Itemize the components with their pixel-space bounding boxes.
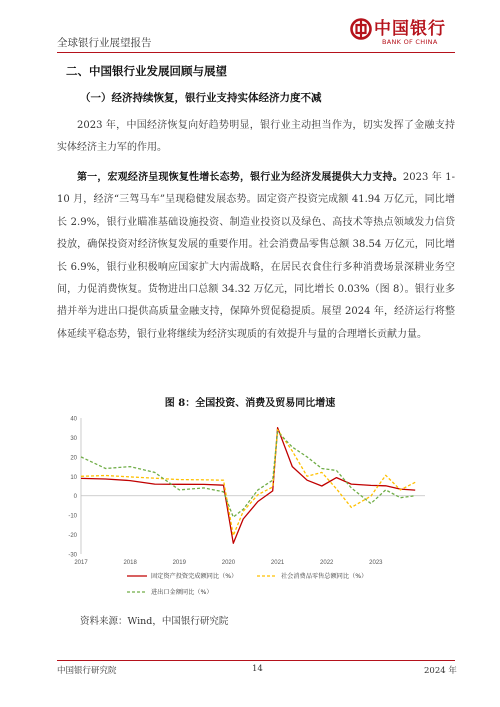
- figure-title: 图 8：全国投资、消费及贸易同比增速: [164, 398, 336, 409]
- header-title: 全球银行业展望报告: [57, 37, 152, 49]
- series-line-2: [81, 430, 415, 536]
- y-tick-label: 40: [70, 416, 77, 423]
- y-tick-label: 30: [70, 435, 77, 442]
- x-tick-label: 2021: [270, 560, 285, 566]
- bank-logo: [350, 14, 460, 48]
- bank-of-china-logo-icon: [350, 18, 372, 40]
- y-tick-label: 20: [70, 455, 77, 462]
- y-tick-label: 0: [73, 494, 77, 501]
- footer-divider: [57, 660, 455, 661]
- x-tick-label: 2017: [74, 560, 88, 566]
- paragraph-lead: 第一，宏观经济呈现恢复性增长态势，银行业为经济发展提供大力支持。: [77, 172, 403, 183]
- header-divider: [57, 52, 455, 53]
- x-tick-label: 2019: [172, 560, 186, 566]
- section-heading: 二、中国银行业发展回顾与展望: [66, 64, 227, 78]
- growth-line-chart: [57, 410, 455, 608]
- series-line-1: [81, 428, 415, 544]
- y-tick-label: -30: [68, 552, 77, 559]
- x-tick-label: 2020: [221, 560, 236, 566]
- paragraph-body: 2023 年 1-10 月，经济“三驾马车”呈现稳健发展态势。固定资产投资完成额 41.94 万亿元，同比增长 2.9%，银行业瞄准基础设施投资、制造业投资以及绿色、高技术等热点领域发力信贷投放，确保投资对经济恢复发展的重要作用。社会消费品零售总额 38.54 万亿元，同比增长 6.9%，银行业积极响应国家扩大内需战略，在居民衣食住行多种消费场景深耕业务空间，力促消费恢复。货物进出口总额 34.32 万亿元，同比增长 0.03%（图 8）。银行业多措并举为进出口提供高质量金融支持，保障外贸促稳提质。展望 2024 年，经济运行将整体延续平稳态势，银行业将继续为经济实现质的有效提升与量的合理增长贡献力量。: [57, 172, 455, 340]
- footer-year: 2024 年: [424, 666, 457, 676]
- legend-label-3: 进出口金额同比（%）: [151, 589, 213, 597]
- logo-chinese-name: 中国银行: [374, 19, 446, 39]
- logo-english-name: BANK OF CHINA: [382, 38, 438, 46]
- paragraph-macro: [57, 167, 455, 346]
- y-tick-label: -20: [68, 533, 77, 540]
- x-tick-label: 2018: [123, 560, 137, 566]
- legend-label-1: 固定资产投资完成额同比（%）: [151, 573, 238, 581]
- x-tick-label: 2023: [369, 560, 383, 566]
- y-tick-label: 10: [70, 474, 77, 481]
- paragraph-intro: 2023 年，中国经济恢复向好趋势明显，银行业主动担当作为，切实发挥了金融支持实体经济主力军的作用。: [57, 120, 455, 154]
- page-number: 14: [252, 664, 263, 674]
- footer-org: 中国银行研究院: [57, 666, 117, 676]
- series-line-3: [81, 432, 415, 517]
- y-tick-label: -10: [68, 513, 77, 520]
- x-tick-label: 2022: [320, 560, 334, 566]
- legend-label-2: 社会消费品零售总额同比（%）: [281, 573, 368, 581]
- section-subheading: （一）经济持续恢复，银行业支持实体经济力度不减: [80, 92, 322, 104]
- figure-source: 资料来源：Wind，中国银行研究院: [80, 616, 229, 627]
